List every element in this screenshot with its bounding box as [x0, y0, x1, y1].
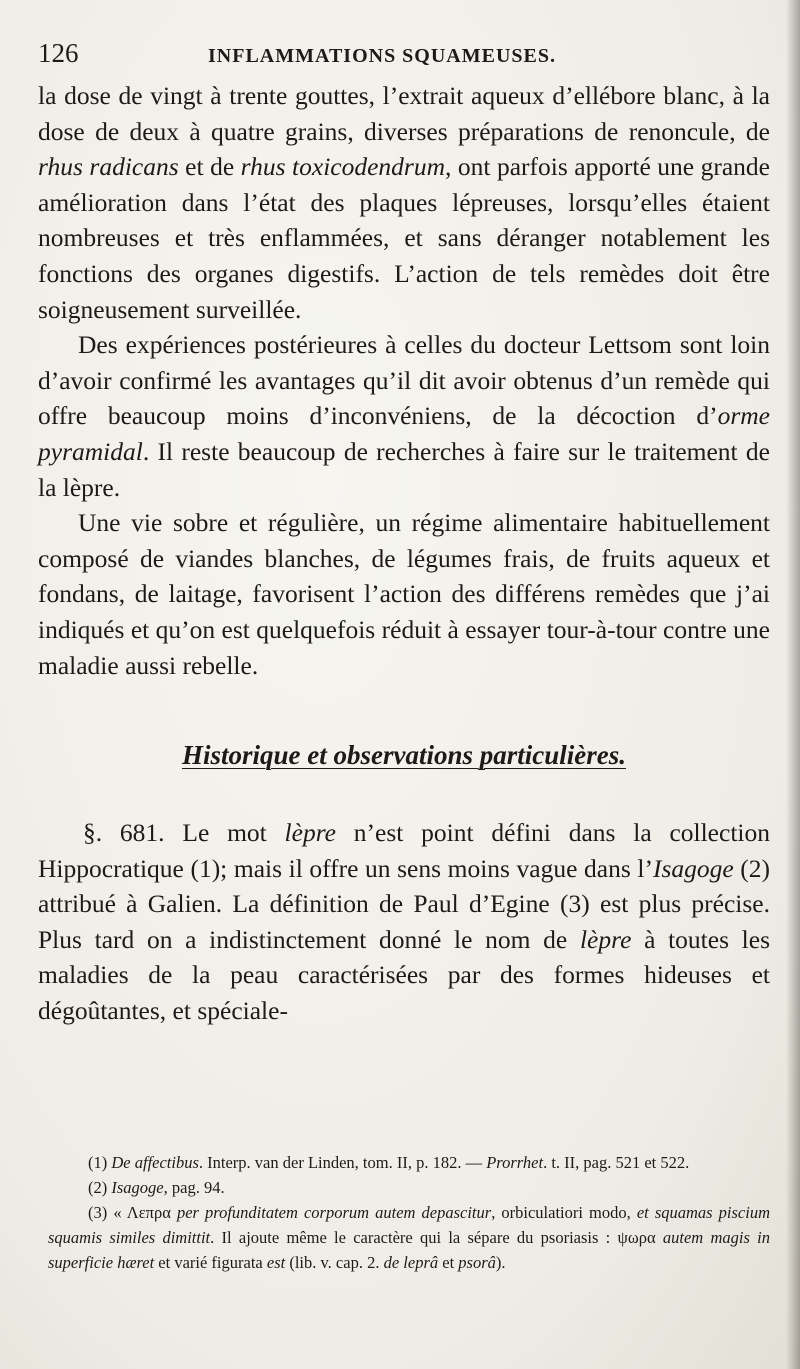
body-text — [38, 78, 770, 1029]
footnotes — [48, 1150, 770, 1275]
page-edge-shadow — [786, 0, 800, 1369]
section-heading: Historique et observations particulières. — [181, 740, 626, 771]
paragraph-treatment-doses: la dose de vingt à trente gouttes, l’extrait aqueux d’ellébore blanc, à la dose de deux à quatre grains, diverses préparations de renoncule, de rhus radicans et de rhus toxicodendrum, ont parfois apporté une grande amélioration dans l’état des plaques lépreuses, lorsqu’elles étaient nombreuses et très enflammées, et sans déranger notablement les fonctions des organes digestifs. L’action de tels remèdes doit être soigneusement surveillée. — [38, 81, 770, 324]
running-title: INFLAMMATIONS SQUAMEUSES. — [208, 45, 556, 67]
page-header — [38, 38, 770, 78]
paragraph-section-681: §. 681. Le mot lèpre n’est point défini dans la collection Hippocratique (1); mais il offre un sens moins vague dans l’Isagoge (2) attribué à Galien. La définition de Paul d’Egine (3) est plus précise. Plus tard on a indistinctement donné le nom de lèpre à toutes les maladies de la peau caractérisées par des formes hideuses et dégoûtantes, et spéciale- — [38, 818, 771, 1026]
footnote-3: (3) « Λεπρα per profunditatem corporum autem depascitur, orbiculatiori modo, et squamas piscium squamis similes dimittit. Il ajoute même le caractère qui la sépare du psoriasis : ψωρα autem magis in superficie hæret et varié figurata est (lib. v. cap. 2. de leprâ et psorâ). — [48, 1203, 770, 1272]
paragraph-lettsom-experiments: Des expériences postérieures à celles du docteur Lettsom sont loin d’avoir confirmé les avantages qu’il dit avoir obtenus d’un remède qui offre beaucoup moins d’inconvéniens, de la décoction d’orme pyramidal. Il reste beaucoup de recherches à faire sur le traitement de la lèpre. — [38, 330, 770, 502]
footnote-2: (2) Isagoge, pag. 94. — [88, 1178, 225, 1197]
paragraph-diet-regimen: Une vie sobre et régulière, un régime alimentaire habituellement composé de viandes blanches, de légumes frais, de fruits aqueux et fondans, de laitage, favorisent l’action des différens remèdes que j’ai indiqués et qu’on est quelquefois réduit à essayer tour-à-tour contre une maladie aussi rebelle. — [38, 508, 770, 680]
page-number: 126 — [38, 38, 79, 68]
footnote-1: (1) De affectibus. Interp. van der Linden, tom. II, p. 182. — Prorrhet. t. II, pag. 521 et 522. — [88, 1153, 690, 1172]
